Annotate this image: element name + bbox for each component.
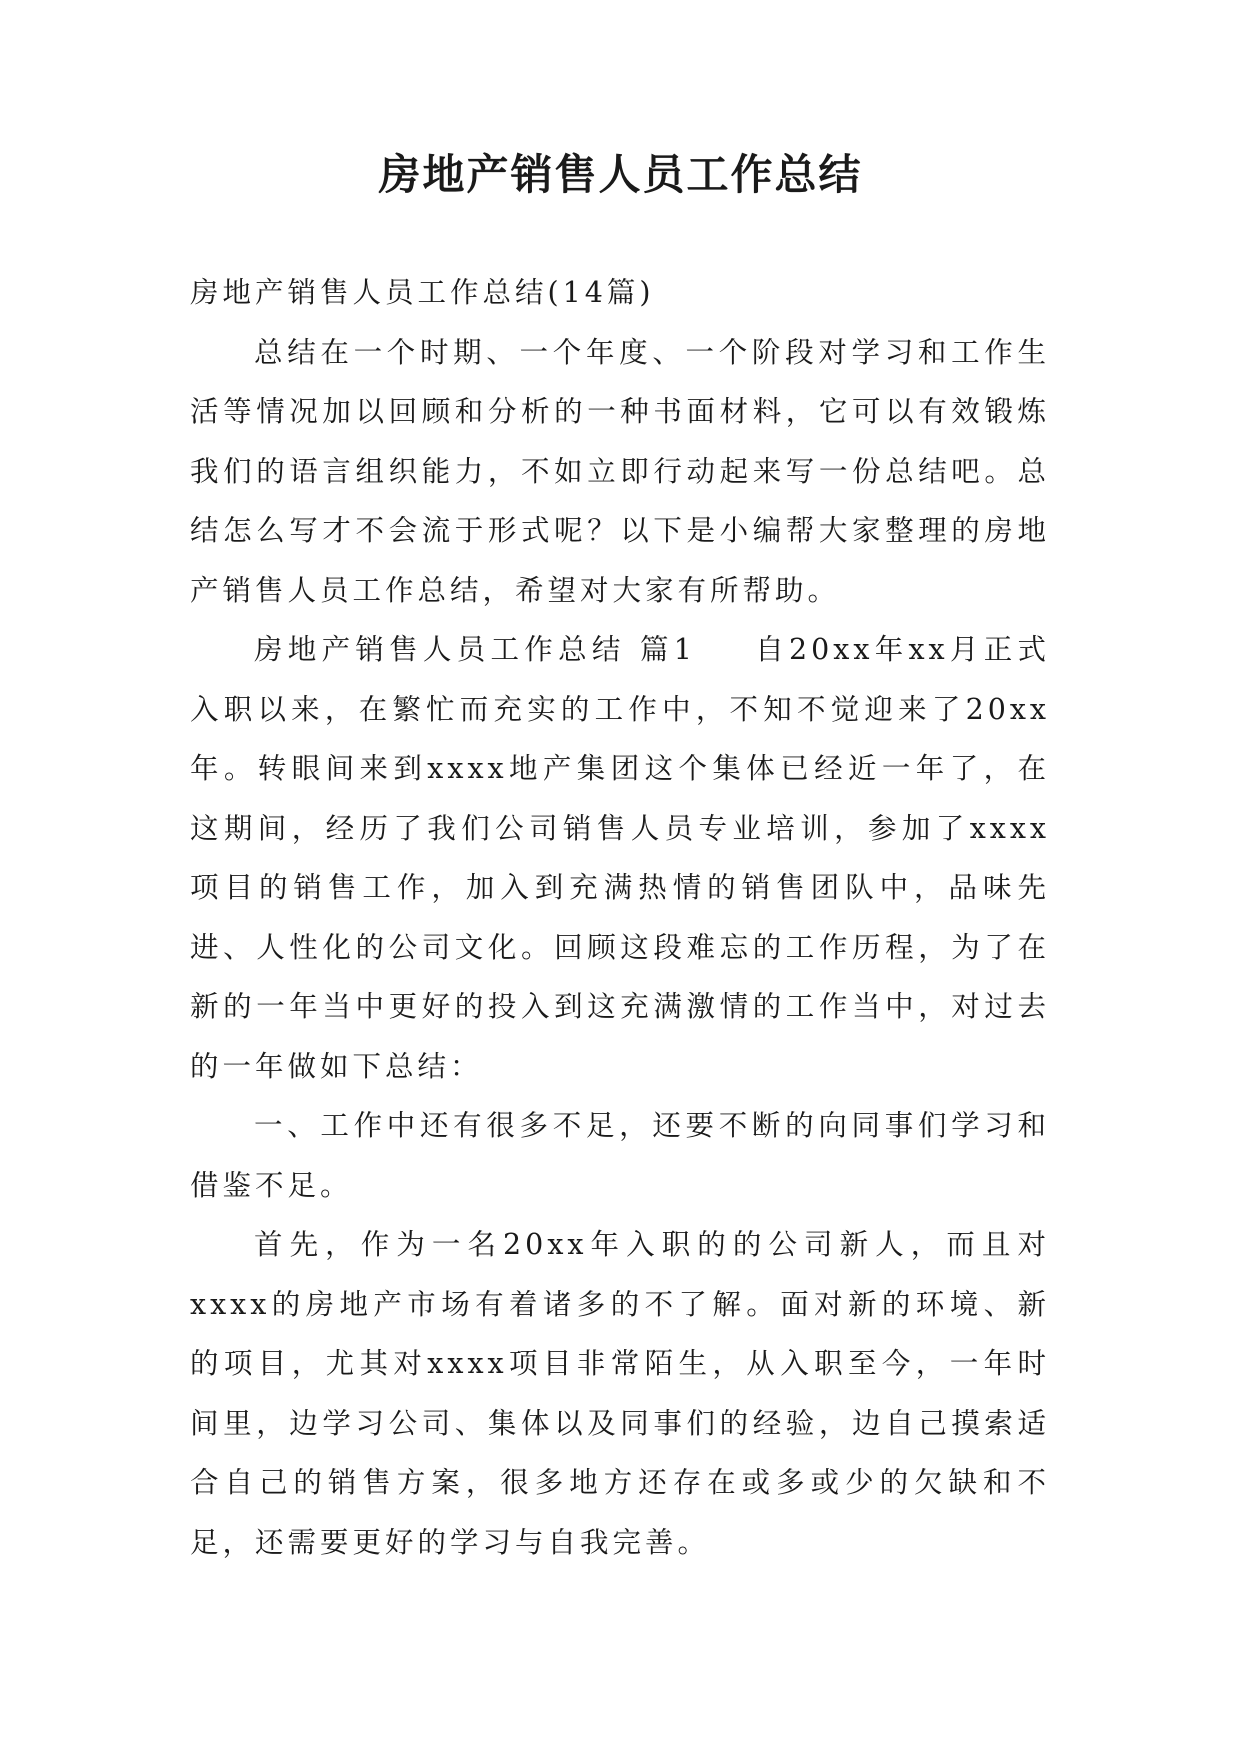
document-subtitle: 房地产销售人员工作总结(14篇) xyxy=(190,276,655,309)
section-1-text: 自20xx年xx月正式入职以来，在繁忙而充实的工作中，不知不觉迎来了20xx年。转眼间来到xxxx地产集团这个集体已经近一年了，在这期间，经历了我们公司销售人员专业培训，参加了xxxx项目的销售工作，加入到充满热情的销售团队中，品味先进、人性化的公司文化。回顾这段难忘的工作历程，为了在新的一年当中更好的投入到这充满激情的工作当中，对过去的一年做如下总结： xyxy=(190,633,1050,1083)
section-1-paragraph xyxy=(190,620,1050,1096)
point-1-heading: 一、工作中还有很多不足，还要不断的向同事们学习和借鉴不足。 xyxy=(190,1109,1050,1202)
point-1-detail: 首先，作为一名20xx年入职的的公司新人，而且对xxxx的房地产市场有着诸多的不了解。面对新的环境、新的项目，尤其对xxxx项目非常陌生，从入职至今，一年时间里，边学习公司、集体以及同事们的经验，边自己摸索适合自己的销售方案，很多地方还存在或多或少的欠缺和不足，还需要更好的学习与自我完善。 xyxy=(190,1228,1050,1559)
intro-paragraph: 总结在一个时期、一个年度、一个阶段对学习和工作生活等情况加以回顾和分析的一种书面材料，它可以有效锻炼我们的语言组织能力，不如立即行动起来写一份总结吧。总结怎么写才不会流于形式呢？以下是小编帮大家整理的房地产销售人员工作总结，希望对大家有所帮助。 xyxy=(190,335,1050,607)
section-1-heading: 房地产销售人员工作总结 篇1 xyxy=(254,633,696,666)
document-title: 房地产销售人员工作总结 xyxy=(378,150,863,199)
document-body xyxy=(190,263,1050,1572)
